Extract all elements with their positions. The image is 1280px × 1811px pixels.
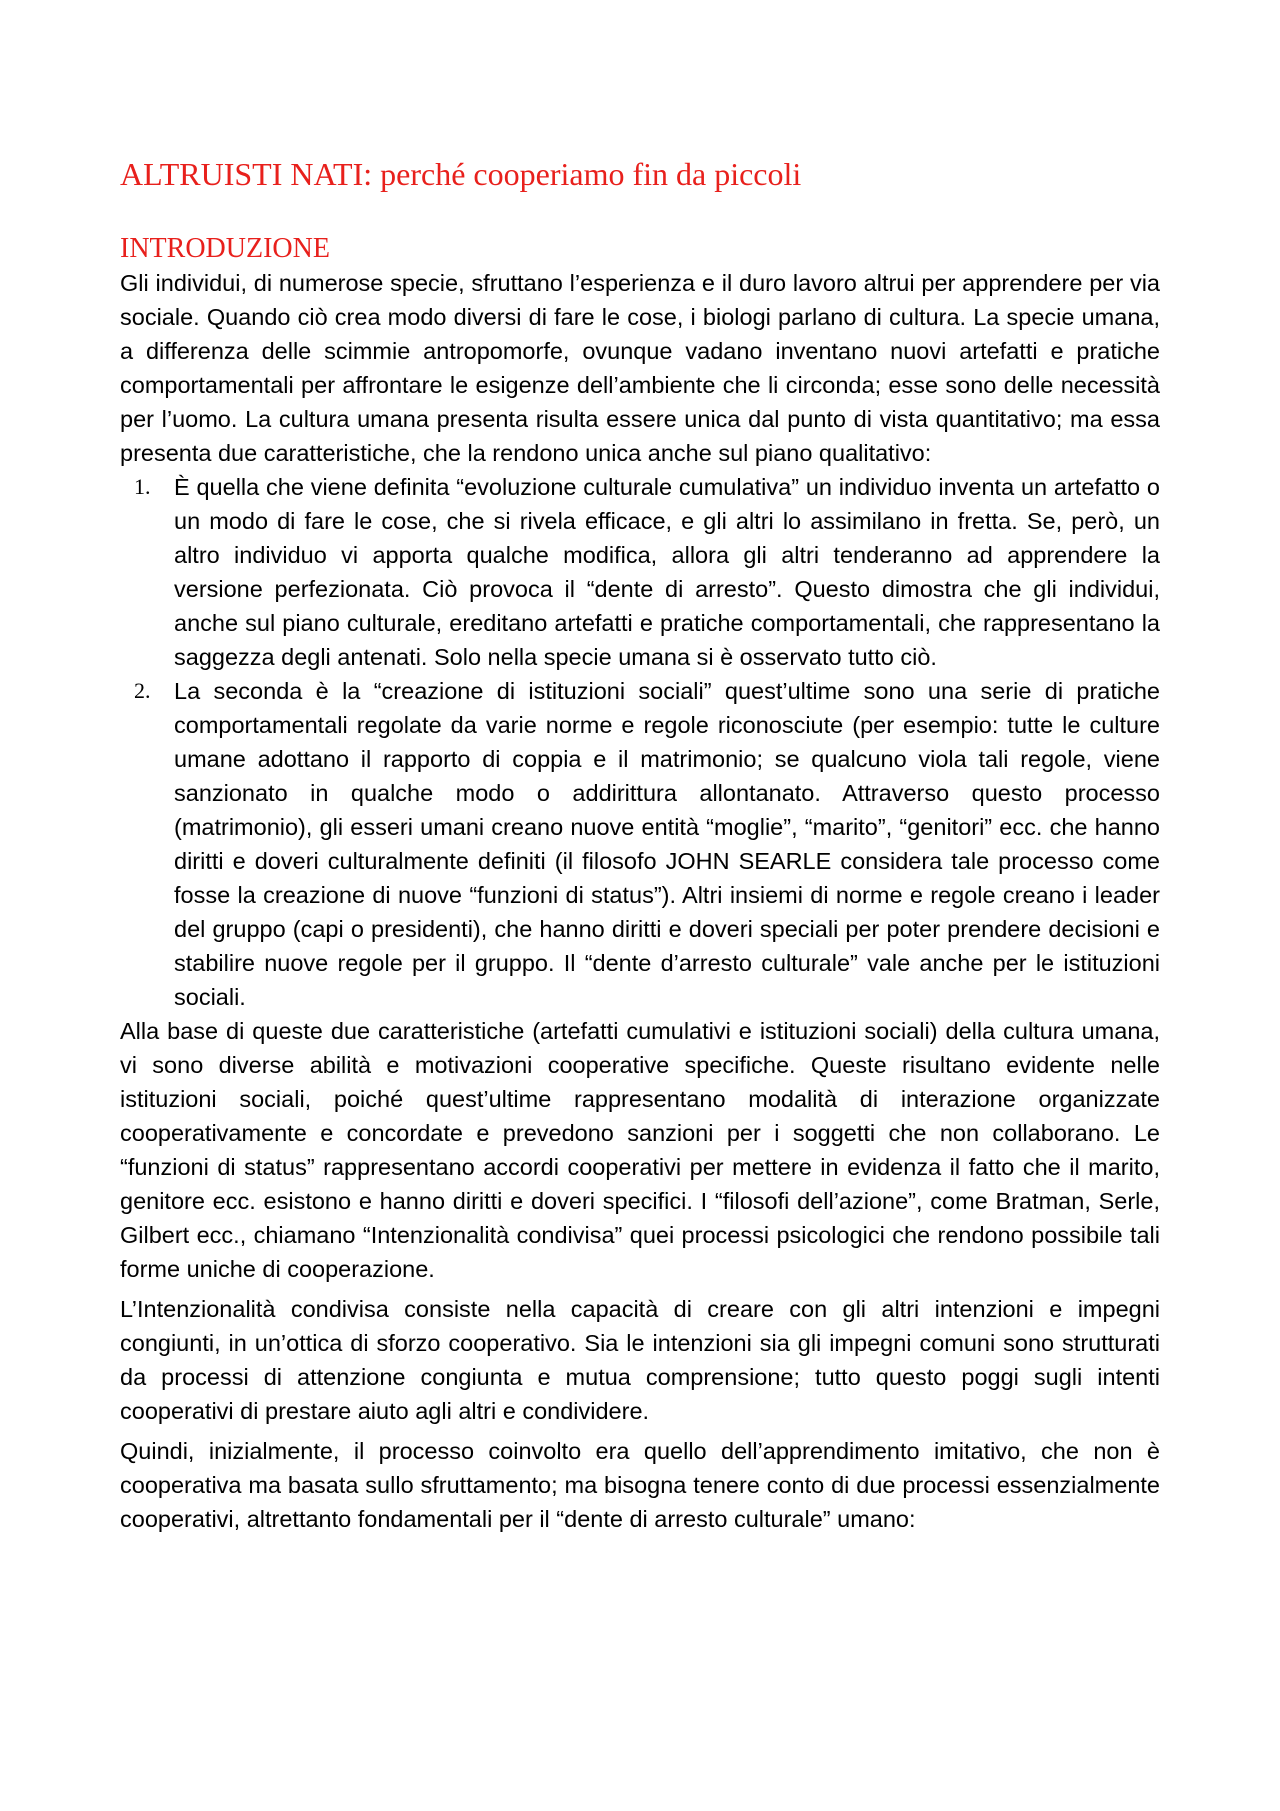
list-item — [120, 674, 1160, 1014]
document-title: ALTRUISTI NATI: perché cooperiamo fin da piccoli — [120, 156, 802, 192]
section-heading-introduzione: INTRODUZIONE — [120, 233, 330, 264]
list-item — [120, 470, 1160, 674]
body-paragraph-cooperation: Alla base di queste due caratteristiche (artefatti cumulativi e istituzioni sociali) della cultura umana, vi sono diverse abilità e motivazioni cooperative specifiche. Queste risultano evidente nelle istituzioni sociali, poiché quest’ultime rappresentano modalità di interazione organizzate cooperativamente e concordate e prevedono sanzioni per i soggetti che non collaborano. Le “funzioni di status” rappresentano accordi cooperativi per mettere in evidenza il fatto che il marito, genitore ecc. esistono e hanno diritti e doveri specifici. I “filosofi dell’azione”, come Bratman, Serle, Gilbert ecc., chiamano “Intenzionalità condivisa” quei processi psicologici che rendono possibile tali forme uniche di cooperazione. — [120, 1018, 1160, 1282]
intro-paragraph: Gli individui, di numerose specie, sfruttano l’esperienza e il duro lavoro altrui per apprendere per via sociale. Quando ciò crea modo diversi di fare le cose, i biologi parlano di cultura. La specie umana, a differenza delle scimmie antropomorfe, ovunque vadano inventano nuovi artefatti e pratiche comportamentali per affrontare le esigenze dell’ambiente che li circonda; esse sono delle necessità per l’uomo. La cultura umana presenta risulta essere unica dal punto di vista quantitativo; ma essa presenta due caratteristiche, che la rendono unica anche sul piano qualitativo: — [120, 270, 1160, 466]
body-paragraph-imitative-learning: Quindi, inizialmente, il processo coinvolto era quello dell’apprendimento imitativo, che non è cooperativa ma basata sullo sfruttamento; ma bisogna tenere conto di due processi essenzialmente cooperativi, altrettanto fondamentali per il “dente di arresto culturale” umano: — [120, 1438, 1160, 1532]
list-item-text: La seconda è la “creazione di istituzioni sociali” quest’ultime sono una serie di pratiche comportamentali regolate da varie norme e regole riconosciute (per esempio: tutte le culture umane adottano il rapporto di coppia e il matrimonio; se qualcuno viola tali regole, viene sanzionato in qualche modo o addirittura allontanato. Attraverso questo processo (matrimonio), gli esseri umani creano nuove entità “moglie”, “marito”, “genitori” ecc. che hanno diritti e doveri culturalmente definiti (il filosofo JOHN SEARLE considera tale processo come fosse la creazione di nuove “funzioni di status”). Altri insiemi di norme e regole creano i leader del gruppo (capi o presidenti), che hanno diritti e doveri speciali per poter prendere decisioni e stabilire nuove regole per il gruppo. Il “dente d’arresto culturale” vale anche per le istituzioni sociali. — [174, 678, 1160, 1010]
list-item-number: 2. — [134, 678, 151, 703]
body-paragraph-shared-intentionality: L’Intenzionalità condivisa consiste nella capacità di creare con gli altri intenzioni e impegni congiunti, in un’ottica di sforzo cooperativo. Sia le intenzioni sia gli impegni comuni sono strutturati da processi di attenzione congiunta e mutua comprensione; tutto questo poggi sugli intenti cooperativi di prestare aiuto agli altri e condividere. — [120, 1296, 1160, 1424]
list-item-text: È quella che viene definita “evoluzione culturale cumulativa” un individuo inventa un artefatto o un modo di fare le cose, che si rivela efficace, e gli altri lo assimilano in fretta. Se, però, un altro individuo vi apporta qualche modifica, allora gli altri tenderanno ad apprendere la versione perfezionata. Ciò provoca il “dente di arresto”. Questo dimostra che gli individui, anche sul piano culturale, ereditano artefatti e pratiche comportamentali, che rappresentano la saggezza degli antenati. Solo nella specie umana si è osservato tutto ciò. — [174, 474, 1160, 670]
characteristics-list — [120, 470, 1160, 1014]
list-item-number: 1. — [134, 474, 151, 499]
